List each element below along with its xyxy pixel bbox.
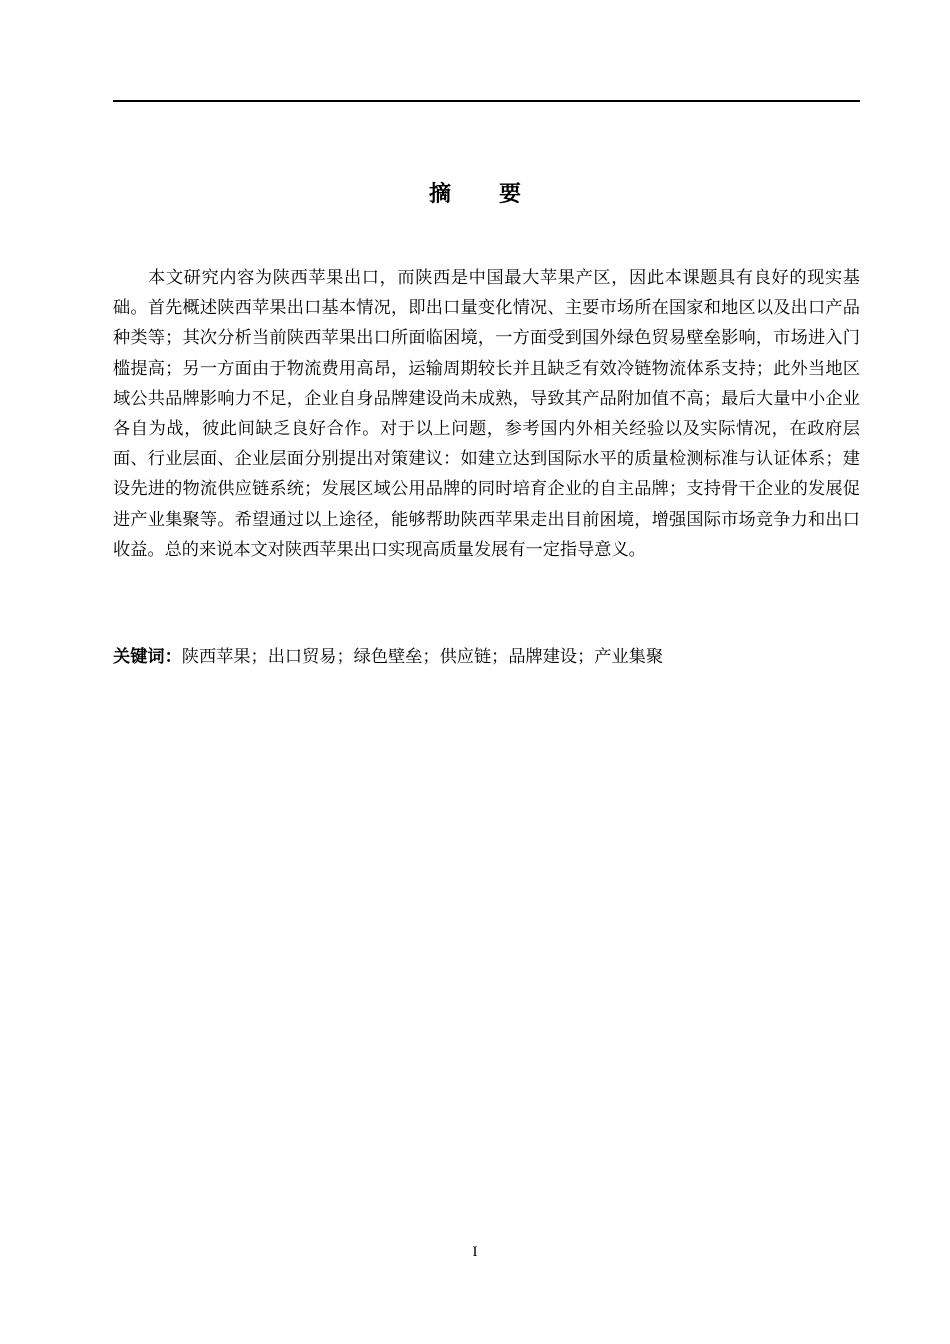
- keywords-line: [113, 643, 860, 671]
- abstract-title: 摘要: [428, 182, 569, 207]
- abstract-body: 本文研究内容为陕西苹果出口，而陕西是中国最大苹果产区，因此本课题具有良好的现实基础。首先概述陕西苹果出口基本情况，即出口量变化情况、主要市场所在国家和地区以及出口产品种类等；其次分析当前陕西苹果出口所面临困境，一方面受到国外绿色贸易壁垒影响，市场进入门槛提高；另一方面由于物流费用高昂，运输周期较长并且缺乏有效冷链物流体系支持；此外当地区域公共品牌影响力不足，企业自身品牌建设尚未成熟，导致其产品附加值不高；最后大量中小企业各自为战，彼此间缺乏良好合作。对于以上问题，参考国内外相关经验以及实际情况，在政府层面、行业层面、企业层面分别提出对策建议：如建立达到国际水平的质量检测标准与认证体系；建设先进的物流供应链系统；发展区域公用品牌的同时培育企业的自主品牌；支持骨干企业的发展促进产业集聚等。希望通过以上途径，能够帮助陕西苹果走出目前困境，增强国际市场竞争力和出口收益。总的来说本文对陕西苹果出口实现高质量发展有一定指导意义。: [113, 268, 860, 560]
- header-rule: [113, 100, 860, 102]
- keywords-list: 陕西苹果；出口贸易；绿色壁垒；供应链；品牌建设；产业集聚: [181, 647, 664, 667]
- keywords-label: 关键词：: [113, 647, 182, 667]
- page-number: I: [472, 1244, 478, 1260]
